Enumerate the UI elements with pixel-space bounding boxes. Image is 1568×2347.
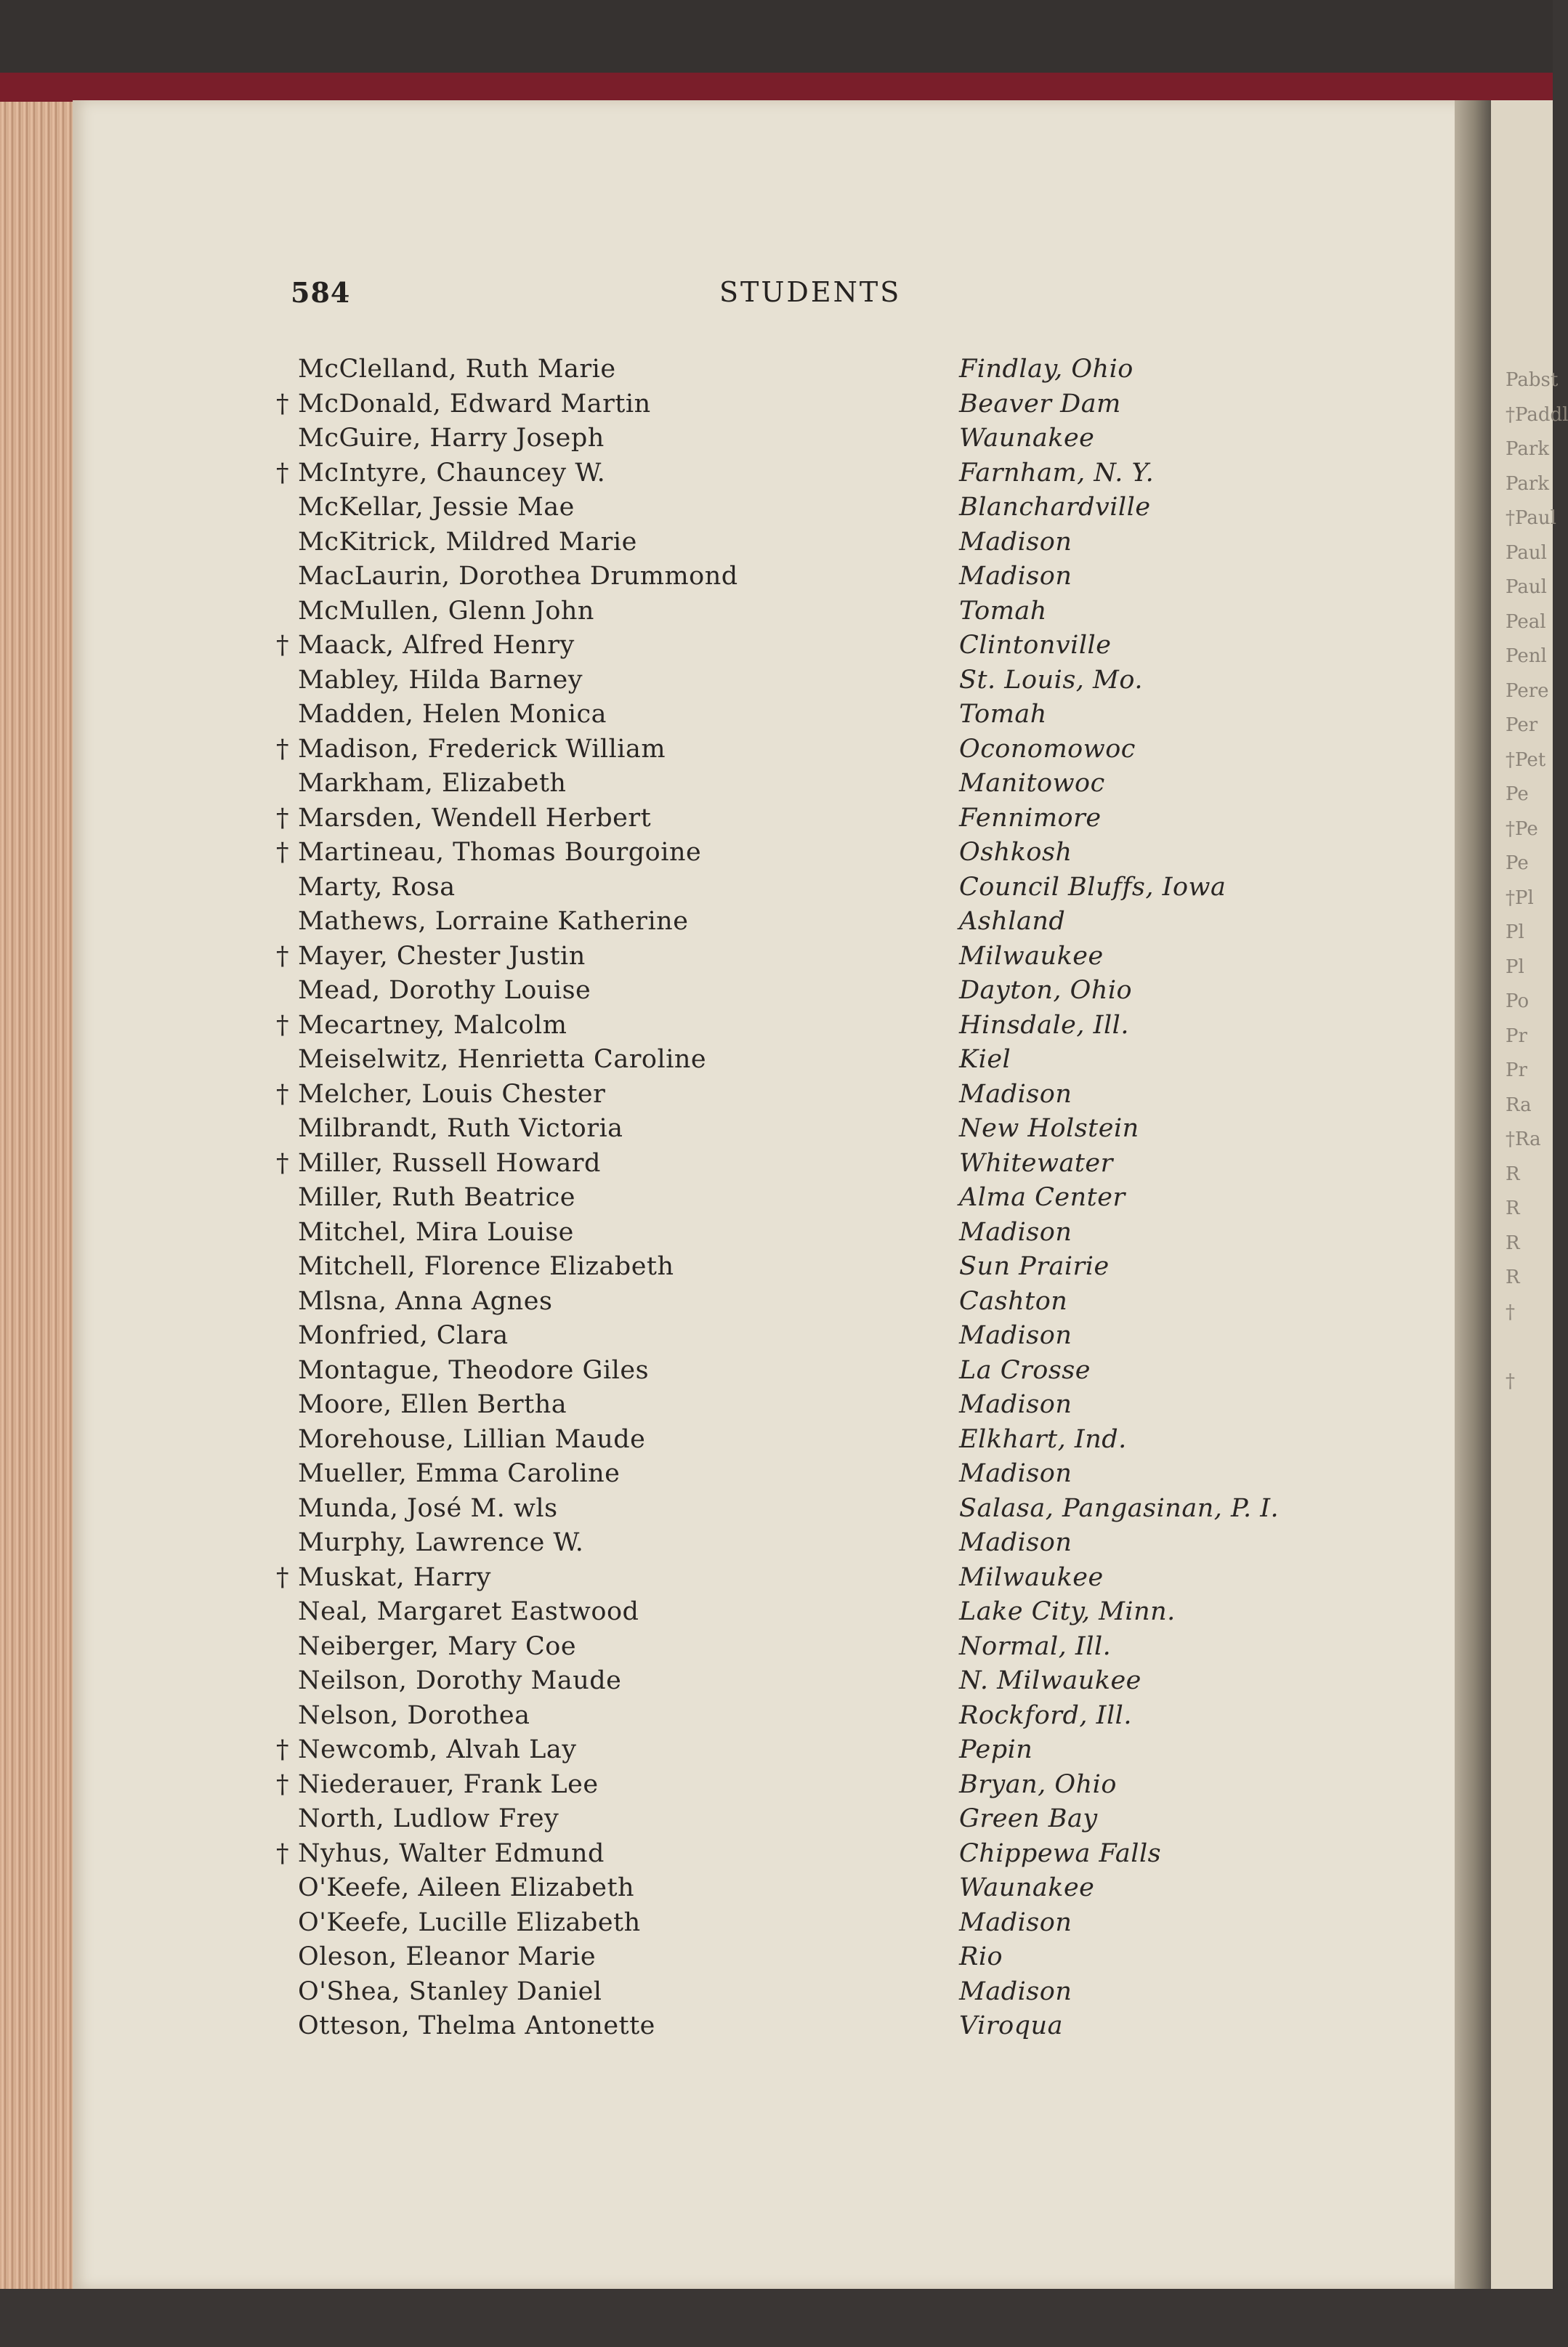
book-gutter <box>1455 100 1491 2289</box>
list-item <box>276 769 1366 804</box>
student-hometown: Waunakee <box>959 1873 1095 1902</box>
facing-page-text: Pabst <box>1506 369 1559 391</box>
dagger-mark: † <box>276 803 289 833</box>
student-hometown: N. Milwaukee <box>959 1666 1141 1695</box>
facing-page-text: Per <box>1506 714 1538 736</box>
list-item <box>276 1942 1366 1977</box>
student-hometown: Manitowoc <box>959 769 1105 798</box>
student-name: Mueller, Emma Caroline <box>298 1459 621 1488</box>
student-hometown: New Holstein <box>959 1114 1139 1143</box>
facing-page-text: Ra <box>1506 1094 1532 1116</box>
page-header <box>291 276 1322 320</box>
student-name: Mlsna, Anna Agnes <box>298 1286 553 1316</box>
student-hometown: Green Bay <box>959 1804 1098 1833</box>
facing-page-text: R <box>1506 1163 1520 1185</box>
list-item <box>276 1287 1366 1322</box>
student-name: Maack, Alfred Henry <box>298 631 575 660</box>
student-name: Madden, Helen Monica <box>298 700 607 729</box>
page-edges <box>0 102 80 2289</box>
student-hometown: Madison <box>959 1976 1072 2006</box>
student-name: Markham, Elizabeth <box>298 769 567 798</box>
student-name: McKitrick, Mildred Marie <box>298 527 637 557</box>
student-name: Oleson, Eleanor Marie <box>298 1942 597 1971</box>
facing-page-text: Pere <box>1506 679 1549 702</box>
facing-page-text: † <box>1506 1370 1515 1392</box>
student-hometown: Chippewa Falls <box>959 1838 1162 1868</box>
student-name: Murphy, Lawrence W. <box>298 1528 584 1557</box>
student-hometown: La Crosse <box>959 1355 1091 1385</box>
student-name: Neiberger, Mary Coe <box>298 1631 577 1661</box>
student-name: MacLaurin, Dorothea Drummond <box>298 562 738 591</box>
student-name: Nyhus, Walter Edmund <box>298 1838 605 1868</box>
list-item <box>276 976 1366 1011</box>
dagger-mark: † <box>276 631 289 660</box>
student-name: Mitchel, Mira Louise <box>298 1217 574 1247</box>
student-hometown: Madison <box>959 1217 1072 1247</box>
student-name: Nelson, Dorothea <box>298 1700 530 1730</box>
list-item <box>276 666 1366 700</box>
facing-page-text: †Paul <box>1506 507 1556 529</box>
student-name: Monfried, Clara <box>298 1321 509 1350</box>
dagger-mark: † <box>276 1148 289 1178</box>
dagger-mark: † <box>276 1769 289 1799</box>
student-name: Mabley, Hilda Barney <box>298 665 583 695</box>
student-hometown: Oshkosh <box>959 838 1072 867</box>
page-number: 584 <box>291 276 351 309</box>
student-name: North, Ludlow Frey <box>298 1804 559 1833</box>
student-hometown: Madison <box>959 1528 1072 1557</box>
list-item <box>276 2011 1366 2046</box>
student-hometown: Bryan, Ohio <box>959 1769 1117 1799</box>
facing-page-text: Po <box>1506 990 1529 1012</box>
student-name: Melcher, Louis Chester <box>298 1079 606 1109</box>
student-hometown: Rockford, Ill. <box>959 1700 1132 1730</box>
list-item <box>276 942 1366 977</box>
student-name: Munda, José M. wls <box>298 1493 558 1523</box>
list-item <box>276 1977 1366 2012</box>
student-hometown: Cashton <box>959 1286 1068 1316</box>
student-hometown: Ashland <box>959 907 1066 936</box>
dagger-mark: † <box>276 838 289 867</box>
student-hometown: Waunakee <box>959 424 1095 453</box>
student-hometown: Viroqua <box>959 2011 1063 2040</box>
list-item <box>276 1183 1366 1218</box>
student-hometown: Madison <box>959 1321 1072 1350</box>
list-item <box>276 804 1366 839</box>
student-name: McKellar, Jessie Mae <box>298 493 575 522</box>
student-hometown: Kiel <box>959 1045 1011 1074</box>
facing-page-text: †Pe <box>1506 817 1538 840</box>
list-item <box>276 389 1366 424</box>
list-item <box>276 1632 1366 1667</box>
student-name: Mayer, Chester Justin <box>298 941 586 971</box>
facing-page-text: Pr <box>1506 1059 1527 1081</box>
student-hometown: Farnham, N. Y. <box>959 458 1155 488</box>
facing-page-text: R <box>1506 1232 1520 1254</box>
list-item <box>276 1873 1366 1908</box>
student-hometown: Madison <box>959 1390 1072 1419</box>
list-item <box>276 1597 1366 1632</box>
student-hometown: Elkhart, Ind. <box>959 1424 1127 1454</box>
list-item <box>276 1494 1366 1529</box>
dagger-mark: † <box>276 1562 289 1592</box>
student-name: Madison, Frederick William <box>298 734 666 764</box>
student-hometown: Lake City, Minn. <box>959 1597 1176 1626</box>
student-hometown: Sun Prairie <box>959 1252 1110 1281</box>
student-hometown: Whitewater <box>959 1148 1113 1178</box>
list-item <box>276 424 1366 459</box>
list-item <box>276 1114 1366 1149</box>
student-hometown: Salasa, Pangasinan, P. I. <box>959 1493 1280 1523</box>
facing-page-text: †Pl <box>1506 886 1534 909</box>
student-hometown: Findlay, Ohio <box>959 355 1133 384</box>
student-hometown: Oconomowoc <box>959 734 1136 764</box>
dagger-mark: † <box>276 1079 289 1109</box>
student-hometown: Clintonville <box>959 631 1112 660</box>
facing-page-text: R <box>1506 1197 1520 1219</box>
student-name: Niederauer, Frank Lee <box>298 1769 599 1799</box>
student-name: Miller, Ruth Beatrice <box>298 1183 575 1212</box>
student-hometown: Madison <box>959 1079 1072 1109</box>
facing-page-text: Penl <box>1506 645 1547 667</box>
facing-page-text: Paul <box>1506 541 1547 564</box>
student-name: Meiselwitz, Henrietta Caroline <box>298 1045 707 1074</box>
facing-page-text: Park <box>1506 472 1550 495</box>
list-item <box>276 1563 1366 1598</box>
student-name: Marsden, Wendell Herbert <box>298 803 652 833</box>
student-name: Otteson, Thelma Antonette <box>298 2011 655 2040</box>
student-list <box>276 355 1366 2046</box>
list-item <box>276 1804 1366 1839</box>
student-hometown: Blanchardville <box>959 493 1151 522</box>
list-item <box>276 493 1366 528</box>
list-item <box>276 838 1366 873</box>
list-item <box>276 1252 1366 1287</box>
student-name: Mead, Dorothy Louise <box>298 976 591 1005</box>
facing-page-text: †Pet <box>1506 748 1546 771</box>
student-name: O'Keefe, Aileen Elizabeth <box>298 1873 635 1902</box>
student-name: Mathews, Lorraine Katherine <box>298 907 689 936</box>
student-hometown: Tomah <box>959 596 1047 626</box>
list-item <box>276 631 1366 666</box>
facing-page-text: Pr <box>1506 1025 1527 1047</box>
list-item <box>276 1425 1366 1460</box>
list-item <box>276 1528 1366 1563</box>
student-hometown: Rio <box>959 1942 1003 1971</box>
list-item <box>276 1735 1366 1770</box>
student-hometown: Beaver Dam <box>959 389 1121 419</box>
student-name: O'Keefe, Lucille Elizabeth <box>298 1907 641 1937</box>
running-head: STUDENTS <box>719 276 902 308</box>
student-hometown: Madison <box>959 1459 1072 1488</box>
student-name: Miller, Russell Howard <box>298 1148 601 1178</box>
list-item <box>276 1080 1366 1115</box>
student-name: Moore, Ellen Bertha <box>298 1390 567 1419</box>
list-item <box>276 1011 1366 1046</box>
list-item <box>276 1839 1366 1874</box>
student-name: Marty, Rosa <box>298 872 456 902</box>
facing-page-text: Park <box>1506 438 1550 460</box>
student-name: McGuire, Harry Joseph <box>298 424 605 453</box>
list-item <box>276 735 1366 769</box>
student-name: O'Shea, Stanley Daniel <box>298 1976 602 2006</box>
facing-page-text: Pl <box>1506 956 1524 978</box>
scan-background-bottom <box>0 2289 1553 2347</box>
student-hometown: Fennimore <box>959 803 1102 833</box>
list-item <box>276 1666 1366 1701</box>
student-name: Muskat, Harry <box>298 1562 491 1592</box>
facing-page-edge <box>1491 100 1568 2289</box>
student-name: Newcomb, Alvah Lay <box>298 1735 577 1764</box>
student-name: Montague, Theodore Giles <box>298 1355 650 1385</box>
facing-page-text: Pl <box>1506 921 1524 943</box>
student-name: Morehouse, Lillian Maude <box>298 1424 646 1454</box>
student-name: McIntyre, Chauncey W. <box>298 458 606 488</box>
student-name: Mecartney, Malcolm <box>298 1010 567 1040</box>
student-hometown: Madison <box>959 527 1072 557</box>
book-cover-edge <box>0 73 1553 103</box>
student-hometown: Hinsdale, Ill. <box>959 1010 1129 1040</box>
facing-page-text: Paul <box>1506 576 1547 598</box>
dagger-mark: † <box>276 1838 289 1868</box>
student-hometown: Milwaukee <box>959 941 1104 971</box>
student-hometown: Council Bluffs, Iowa <box>959 872 1226 902</box>
student-hometown: Alma Center <box>959 1183 1126 1212</box>
list-item <box>276 700 1366 735</box>
facing-page-text: Peal <box>1506 610 1546 633</box>
student-hometown: Dayton, Ohio <box>959 976 1133 1005</box>
list-item <box>276 873 1366 908</box>
student-hometown: Tomah <box>959 700 1047 729</box>
facing-page-text: Pe <box>1506 852 1529 874</box>
facing-page-text: †Ra <box>1506 1128 1541 1150</box>
list-item <box>276 1459 1366 1494</box>
list-item <box>276 1045 1366 1080</box>
student-hometown: Madison <box>959 1907 1072 1937</box>
student-name: Neal, Margaret Eastwood <box>298 1597 639 1626</box>
dagger-mark: † <box>276 389 289 419</box>
list-item <box>276 1321 1366 1356</box>
facing-page-text: R <box>1506 1267 1520 1288</box>
dagger-mark: † <box>276 1010 289 1040</box>
list-item <box>276 1701 1366 1736</box>
list-item <box>276 528 1366 562</box>
student-name: McDonald, Edward Martin <box>298 389 651 419</box>
dagger-mark: † <box>276 941 289 971</box>
student-name: McMullen, Glenn John <box>298 596 594 626</box>
student-hometown: St. Louis, Mo. <box>959 665 1143 695</box>
student-hometown: Madison <box>959 562 1072 591</box>
student-name: Milbrandt, Ruth Victoria <box>298 1114 623 1143</box>
student-hometown: Pepin <box>959 1735 1033 1764</box>
list-item <box>276 1390 1366 1425</box>
list-item <box>276 1218 1366 1253</box>
list-item <box>276 1356 1366 1391</box>
student-hometown: Normal, Ill. <box>959 1631 1112 1661</box>
dagger-mark: † <box>276 734 289 764</box>
list-item <box>276 562 1366 597</box>
list-item <box>276 907 1366 942</box>
facing-page-text: † <box>1506 1301 1515 1323</box>
facing-page-text: †Paddl <box>1506 403 1568 426</box>
list-item <box>276 459 1366 493</box>
dagger-mark: † <box>276 1735 289 1764</box>
dagger-mark: † <box>276 458 289 488</box>
list-item <box>276 1908 1366 1943</box>
student-name: Mitchell, Florence Elizabeth <box>298 1252 674 1281</box>
student-name: McClelland, Ruth Marie <box>298 355 616 384</box>
list-item <box>276 1149 1366 1184</box>
student-hometown: Milwaukee <box>959 1562 1104 1592</box>
facing-page-text: Pe <box>1506 783 1529 805</box>
student-name: Martineau, Thomas Bourgoine <box>298 838 702 867</box>
list-item <box>276 355 1366 389</box>
student-name: Neilson, Dorothy Maude <box>298 1666 622 1695</box>
list-item <box>276 597 1366 631</box>
list-item <box>276 1770 1366 1805</box>
